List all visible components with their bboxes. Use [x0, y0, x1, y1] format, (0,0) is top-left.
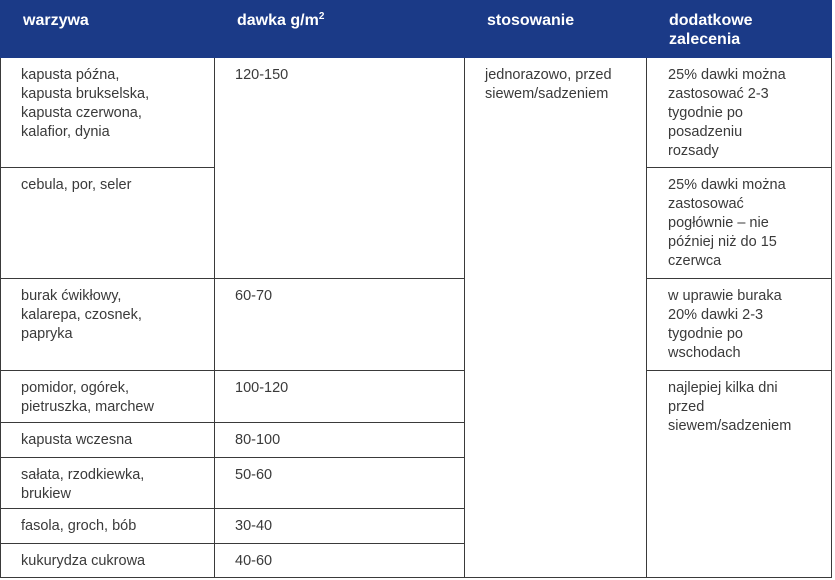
- recommendation-cell: 25% dawki można zastosować 2-3 tygodnie po posadzeniu rozsady: [647, 58, 832, 168]
- recommendation-cell: najlepiej kilka dni przed siewem/sadzeniem: [647, 370, 832, 577]
- dose-cell: 30-40: [215, 509, 465, 543]
- recommendation-cell: 25% dawki można zastosować pogłównie – nie później niż do 15 czerwca: [647, 168, 832, 279]
- dose-cell: 50-60: [215, 457, 465, 508]
- vegetable-cell: pomidor, ogórek, pietruszka, marchew: [1, 370, 215, 423]
- vegetable-cell: kapusta późna, kapusta brukselska, kapusta czerwona, kalafior, dynia: [1, 58, 215, 168]
- table-row: [1, 58, 832, 168]
- table-row: [1, 370, 832, 423]
- vegetable-cell: sałata, rzodkiewka, brukiew: [1, 457, 215, 508]
- vegetable-cell: kukurydza cukrowa: [1, 543, 215, 577]
- vegetable-cell: cebula, por, seler: [1, 168, 215, 279]
- recommendation-cell: w uprawie buraka 20% dawki 2-3 tygodnie po wschodach: [647, 279, 832, 371]
- dose-cell: 40-60: [215, 543, 465, 577]
- header-dose: dawka $g/m^2$: [215, 1, 465, 58]
- header-application: stosowanie: [465, 1, 647, 58]
- header-row: [1, 1, 832, 58]
- vegetable-cell: burak ćwikłowy, kalarepa, czosnek, papryka: [1, 279, 215, 371]
- header-vegetables: warzywa: [1, 1, 215, 58]
- dose-cell: 100-120: [215, 370, 465, 423]
- dose-cell: 120-150: [215, 58, 465, 279]
- table-header: [1, 1, 832, 58]
- dose-cell: 60-70: [215, 279, 465, 371]
- dose-cell: 80-100: [215, 423, 465, 457]
- table-row: [1, 279, 832, 371]
- header-dose-exponent: 2: [318, 11, 325, 22]
- table-body: [1, 58, 832, 578]
- vegetable-cell: fasola, groch, bób: [1, 509, 215, 543]
- vegetable-cell: kapusta wczesna: [1, 423, 215, 457]
- header-recommendations: dodatkowe zalecenia: [647, 1, 832, 58]
- application-cell: jednorazowo, przed siewem/sadzeniem: [465, 58, 647, 578]
